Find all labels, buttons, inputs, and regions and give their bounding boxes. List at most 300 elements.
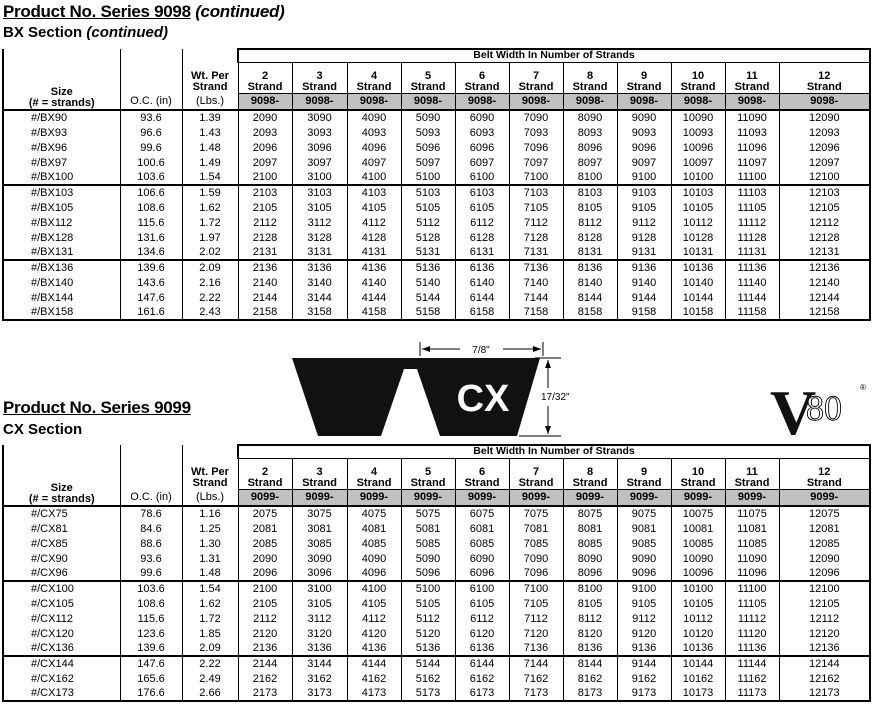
- strand-count: 10: [691, 69, 705, 82]
- product-code-cell: 11100: [725, 170, 779, 185]
- strand-word: Strand: [518, 476, 554, 489]
- oc-header-blank: [120, 62, 182, 93]
- weight-cell: 1.85: [182, 626, 238, 641]
- product-prefix: 9099-: [779, 489, 870, 506]
- strand-count: 9: [640, 69, 648, 82]
- size-cell: #/BX90: [3, 110, 120, 125]
- product-code-cell: 8096: [563, 140, 617, 155]
- product-code-cell: 12096: [779, 566, 870, 581]
- oc-cell: 115.6: [120, 215, 182, 230]
- product-code-cell: 11136: [725, 641, 779, 656]
- product-code-cell: 10090: [671, 110, 725, 125]
- cx-series-title: Product No. Series 9099: [3, 398, 191, 417]
- product-code-cell: 10105: [671, 200, 725, 215]
- product-code-cell: 7097: [509, 155, 563, 170]
- product-code-cell: 7128: [509, 230, 563, 245]
- size-cell: #/BX140: [3, 275, 120, 290]
- table-row: [3, 170, 870, 185]
- product-code-cell: 3093: [292, 125, 347, 140]
- product-code-cell: 6100: [455, 170, 509, 185]
- strand-word: Strand: [410, 80, 446, 93]
- belt-width-header: Belt Width In Number of Strands: [238, 445, 870, 458]
- product-code-cell: 4081: [347, 521, 401, 536]
- product-code-cell: 12136: [779, 260, 870, 275]
- product-code-cell: 7136: [509, 641, 563, 656]
- product-code-cell: 12100: [779, 170, 870, 185]
- weight-cell: 1.25: [182, 521, 238, 536]
- strand-word: Strand: [410, 476, 446, 489]
- product-code-cell: 12112: [779, 215, 870, 230]
- product-code-cell: 5136: [401, 641, 455, 656]
- product-code-cell: 3105: [292, 596, 347, 611]
- weight-cell: 1.43: [182, 125, 238, 140]
- size-cell: #/BX144: [3, 290, 120, 305]
- oc-cell: 99.6: [120, 140, 182, 155]
- weight-cell: 1.54: [182, 581, 238, 596]
- size-cell: #/BX105: [3, 200, 120, 215]
- product-code-cell: 2112: [238, 611, 292, 626]
- weight-cell: 2.22: [182, 290, 238, 305]
- strand-word: Strand: [734, 80, 770, 93]
- strand-word: Strand: [680, 80, 716, 93]
- product-code-cell: 8128: [563, 230, 617, 245]
- product-code-cell: 2136: [238, 641, 292, 656]
- size-sublabel: (# = strands): [28, 97, 95, 109]
- product-code-cell: 11140: [725, 275, 779, 290]
- table-row: [3, 275, 870, 290]
- table-row: [3, 626, 870, 641]
- size-cell: #/BX112: [3, 215, 120, 230]
- product-prefix: 9099-: [455, 489, 509, 506]
- size-header: [3, 86, 120, 110]
- strand-column-header: [509, 458, 563, 489]
- product-code-cell: 9103: [617, 185, 671, 200]
- product-code-cell: 5097: [401, 155, 455, 170]
- product-code-cell: 3096: [292, 140, 347, 155]
- strand-column-header: [455, 62, 509, 93]
- product-code-cell: 10162: [671, 671, 725, 686]
- product-code-cell: 10112: [671, 611, 725, 626]
- product-code-cell: 7096: [509, 566, 563, 581]
- product-code-cell: 12173: [779, 686, 870, 701]
- product-code-cell: 2140: [238, 275, 292, 290]
- size-cell: #/BX96: [3, 140, 120, 155]
- product-prefix: 9099-: [563, 489, 617, 506]
- product-code-cell: 6100: [455, 581, 509, 596]
- header-blank: [182, 49, 238, 62]
- product-prefix: 9098-: [509, 93, 563, 110]
- size-header: [3, 482, 120, 506]
- product-code-cell: 3128: [292, 230, 347, 245]
- weight-header-line: Wt. Per: [191, 70, 229, 82]
- product-code-cell: 4097: [347, 155, 401, 170]
- size-cell: #/CX100: [3, 581, 120, 596]
- weight-header-line: Strand: [192, 81, 228, 93]
- product-code-cell: 11112: [725, 611, 779, 626]
- product-code-cell: 3112: [292, 215, 347, 230]
- strand-column-header: [779, 62, 870, 93]
- product-code-cell: 3140: [292, 275, 347, 290]
- weight-cell: 1.62: [182, 200, 238, 215]
- product-code-cell: 4075: [347, 506, 401, 521]
- product-code-cell: 8105: [563, 200, 617, 215]
- product-code-cell: 12075: [779, 506, 870, 521]
- product-code-cell: 7075: [509, 506, 563, 521]
- product-code-cell: 4131: [347, 245, 401, 260]
- header-row-top: [3, 49, 870, 62]
- product-code-cell: 2100: [238, 170, 292, 185]
- product-code-cell: 4128: [347, 230, 401, 245]
- product-code-cell: 3100: [292, 170, 347, 185]
- product-code-cell: 4173: [347, 686, 401, 701]
- product-code-cell: 3085: [292, 536, 347, 551]
- product-code-cell: 7100: [509, 581, 563, 596]
- product-code-cell: 10128: [671, 230, 725, 245]
- strand-column-header: [292, 458, 347, 489]
- product-code-cell: 11100: [725, 581, 779, 596]
- product-code-cell: 9097: [617, 155, 671, 170]
- strand-count: 10: [691, 465, 705, 478]
- product-code-cell: 10105: [671, 596, 725, 611]
- weight-cell: 2.43: [182, 305, 238, 320]
- product-code-cell: 5096: [401, 566, 455, 581]
- table-row: [3, 671, 870, 686]
- product-code-cell: 9112: [617, 611, 671, 626]
- product-code-cell: 4144: [347, 656, 401, 671]
- product-code-cell: 3136: [292, 641, 347, 656]
- table-row: [3, 290, 870, 305]
- product-code-cell: 5112: [401, 215, 455, 230]
- product-code-cell: 7090: [509, 110, 563, 125]
- size-cell: #/BX97: [3, 155, 120, 170]
- product-code-cell: 12100: [779, 581, 870, 596]
- product-code-cell: 10097: [671, 155, 725, 170]
- product-code-cell: 7103: [509, 185, 563, 200]
- product-code-cell: 8081: [563, 521, 617, 536]
- product-code-cell: 8140: [563, 275, 617, 290]
- product-code-cell: 6081: [455, 521, 509, 536]
- product-code-cell: 5093: [401, 125, 455, 140]
- weight-cell: 2.02: [182, 245, 238, 260]
- product-code-cell: 8075: [563, 506, 617, 521]
- oc-cell: 100.6: [120, 155, 182, 170]
- strand-word: Strand: [247, 476, 283, 489]
- product-code-cell: 9131: [617, 245, 671, 260]
- table-row: [3, 110, 870, 125]
- oc-cell: 93.6: [120, 110, 182, 125]
- product-code-cell: 11131: [725, 245, 779, 260]
- product-prefix: 9099-: [509, 489, 563, 506]
- product-code-cell: 2120: [238, 626, 292, 641]
- header-blank: [120, 445, 182, 458]
- product-code-cell: 6173: [455, 686, 509, 701]
- product-code-cell: 10144: [671, 290, 725, 305]
- product-code-cell: 10112: [671, 215, 725, 230]
- product-code-cell: 12162: [779, 671, 870, 686]
- product-code-cell: 10131: [671, 245, 725, 260]
- product-code-cell: 8136: [563, 260, 617, 275]
- product-code-cell: 12140: [779, 275, 870, 290]
- size-cell: #/BX103: [3, 185, 120, 200]
- product-code-cell: 8158: [563, 305, 617, 320]
- product-code-cell: 6096: [455, 566, 509, 581]
- strand-count: 2: [261, 465, 269, 478]
- weight-cell: 1.97: [182, 230, 238, 245]
- strand-count: 12: [818, 69, 831, 82]
- product-code-cell: 8093: [563, 125, 617, 140]
- table-row: [3, 215, 870, 230]
- weight-cell: 1.31: [182, 551, 238, 566]
- product-code-cell: 6144: [455, 656, 509, 671]
- table-row: [3, 305, 870, 320]
- product-code-cell: 6140: [455, 275, 509, 290]
- strand-word: Strand: [626, 476, 662, 489]
- product-code-cell: 9100: [617, 581, 671, 596]
- product-prefix: 9098-: [401, 93, 455, 110]
- product-code-cell: 3131: [292, 245, 347, 260]
- product-code-cell: 11173: [725, 686, 779, 701]
- product-prefix: 9098-: [725, 93, 779, 110]
- strand-count: 7: [532, 69, 540, 82]
- product-prefix: 9098-: [779, 93, 870, 110]
- table-row: [3, 566, 870, 581]
- product-code-cell: 7144: [509, 656, 563, 671]
- product-code-cell: 11093: [725, 125, 779, 140]
- product-code-cell: 2093: [238, 125, 292, 140]
- table-row: [3, 656, 870, 671]
- product-code-cell: 6090: [455, 110, 509, 125]
- oc-cell: 108.6: [120, 200, 182, 215]
- product-code-cell: 4085: [347, 536, 401, 551]
- product-code-cell: 12103: [779, 185, 870, 200]
- table-row: [3, 611, 870, 626]
- product-code-cell: 5090: [401, 110, 455, 125]
- product-code-cell: 10096: [671, 566, 725, 581]
- size-cell: #/BX136: [3, 260, 120, 275]
- product-code-cell: 6097: [455, 155, 509, 170]
- table-row: [3, 260, 870, 275]
- oc-cell: 106.6: [120, 185, 182, 200]
- size-cell: #/CX162: [3, 671, 120, 686]
- weight-cell: 2.49: [182, 671, 238, 686]
- oc-cell: 84.6: [120, 521, 182, 536]
- product-code-cell: 12144: [779, 290, 870, 305]
- product-code-cell: 7173: [509, 686, 563, 701]
- product-code-cell: 3105: [292, 200, 347, 215]
- strand-count: 3: [316, 465, 323, 478]
- belt-width-header: Belt Width In Number of Strands: [238, 49, 870, 62]
- product-code-cell: 12128: [779, 230, 870, 245]
- weight-cell: 1.16: [182, 506, 238, 521]
- strand-column-header: [563, 62, 617, 93]
- weight-cell: 1.72: [182, 215, 238, 230]
- product-code-cell: 9105: [617, 596, 671, 611]
- product-code-cell: 10136: [671, 260, 725, 275]
- product-code-cell: 9090: [617, 110, 671, 125]
- strand-column-header: [238, 62, 292, 93]
- product-prefix: 9098-: [347, 93, 401, 110]
- product-code-cell: 4105: [347, 200, 401, 215]
- product-code-cell: 3090: [292, 551, 347, 566]
- product-code-cell: 10158: [671, 305, 725, 320]
- table-row: [3, 185, 870, 200]
- product-code-cell: 7081: [509, 521, 563, 536]
- size-cell: #/CX75: [3, 506, 120, 521]
- oc-cell: 103.6: [120, 170, 182, 185]
- product-code-cell: 12158: [779, 305, 870, 320]
- oc-cell: 88.6: [120, 536, 182, 551]
- header-blank: [3, 49, 120, 62]
- weight-unit-header: (Lbs.): [182, 489, 238, 506]
- product-code-cell: 2075: [238, 506, 292, 521]
- product-code-cell: 6120: [455, 626, 509, 641]
- product-code-cell: 10173: [671, 686, 725, 701]
- strand-word: Strand: [572, 80, 608, 93]
- product-code-cell: 12105: [779, 200, 870, 215]
- product-code-cell: 9136: [617, 260, 671, 275]
- cx-section-title: CX Section: [3, 421, 83, 438]
- product-code-cell: 2144: [238, 290, 292, 305]
- header-row-strands: [3, 62, 870, 93]
- product-code-cell: 11081: [725, 521, 779, 536]
- weight-cell: 1.48: [182, 566, 238, 581]
- header-blank: [120, 49, 182, 62]
- strand-word: Strand: [302, 476, 337, 489]
- product-code-cell: 8100: [563, 170, 617, 185]
- product-code-cell: 11120: [725, 626, 779, 641]
- product-code-cell: 5096: [401, 140, 455, 155]
- product-code-cell: 10120: [671, 626, 725, 641]
- product-code-cell: 7162: [509, 671, 563, 686]
- product-code-cell: 2097: [238, 155, 292, 170]
- cx-belt-diagram: [285, 338, 595, 443]
- weight-cell: 2.22: [182, 656, 238, 671]
- product-code-cell: 6162: [455, 671, 509, 686]
- weight-cell: 2.66: [182, 686, 238, 701]
- strand-count: 8: [586, 465, 594, 478]
- table-row: [3, 140, 870, 155]
- size-cell: #/BX100: [3, 170, 120, 185]
- product-code-cell: 12105: [779, 596, 870, 611]
- weight-header-line: Strand: [192, 477, 228, 489]
- product-code-cell: 12131: [779, 245, 870, 260]
- product-code-cell: 9173: [617, 686, 671, 701]
- product-code-cell: 5162: [401, 671, 455, 686]
- strand-word: Strand: [356, 476, 392, 489]
- strand-column-header: [238, 458, 292, 489]
- oc-cell: 115.6: [120, 611, 182, 626]
- oc-cell: 176.6: [120, 686, 182, 701]
- strand-column-header: [617, 62, 671, 93]
- weight-cell: 2.09: [182, 260, 238, 275]
- product-code-cell: 3158: [292, 305, 347, 320]
- product-code-cell: 10103: [671, 185, 725, 200]
- product-code-cell: 11136: [725, 260, 779, 275]
- product-code-cell: 5075: [401, 506, 455, 521]
- product-code-cell: 3090: [292, 110, 347, 125]
- header-row-prefix: [3, 93, 870, 110]
- product-code-cell: 5140: [401, 275, 455, 290]
- strand-word: Strand: [626, 80, 662, 93]
- size-sublabel: (# = strands): [28, 493, 95, 505]
- weight-header-line: Wt. Per: [191, 466, 229, 478]
- oc-cell: 99.6: [120, 566, 182, 581]
- strand-count: 11: [746, 465, 758, 478]
- product-code-cell: 10100: [671, 581, 725, 596]
- product-code-cell: 6085: [455, 536, 509, 551]
- size-cell: #/CX173: [3, 686, 120, 701]
- header-row-prefix: [3, 489, 870, 506]
- product-code-cell: 3173: [292, 686, 347, 701]
- product-code-cell: 7144: [509, 290, 563, 305]
- oc-cell: 139.6: [120, 260, 182, 275]
- product-code-cell: 5128: [401, 230, 455, 245]
- strand-word: Strand: [680, 476, 716, 489]
- product-prefix: 9099-: [671, 489, 725, 506]
- strand-column-header: [725, 458, 779, 489]
- size-cell: #/CX136: [3, 641, 120, 656]
- weight-cell: 1.62: [182, 596, 238, 611]
- product-code-cell: 10081: [671, 521, 725, 536]
- strand-count: 9: [640, 465, 648, 478]
- product-code-cell: 2081: [238, 521, 292, 536]
- oc-header: O.C. (in): [120, 93, 182, 110]
- weight-header: [182, 458, 238, 489]
- strand-column-header: [725, 62, 779, 93]
- strand-word: Strand: [464, 80, 500, 93]
- product-prefix: 9098-: [292, 93, 347, 110]
- product-code-cell: 5085: [401, 536, 455, 551]
- strand-column-header: [347, 458, 401, 489]
- size-cell: #/CX144: [3, 656, 120, 671]
- product-code-cell: 3144: [292, 656, 347, 671]
- product-code-cell: 10100: [671, 170, 725, 185]
- product-code-cell: 9162: [617, 671, 671, 686]
- product-code-cell: 2136: [238, 260, 292, 275]
- table-row: [3, 155, 870, 170]
- product-prefix: 9099-: [292, 489, 347, 506]
- product-code-cell: 9081: [617, 521, 671, 536]
- strand-column-header: [509, 62, 563, 93]
- product-code-cell: 3103: [292, 185, 347, 200]
- product-code-cell: 11075: [725, 506, 779, 521]
- product-code-cell: 6075: [455, 506, 509, 521]
- strand-column-header: [563, 458, 617, 489]
- strand-count: 8: [586, 69, 594, 82]
- size-header-wrap: [4, 483, 120, 505]
- v80-logo: [770, 377, 870, 448]
- product-code-cell: 7112: [509, 215, 563, 230]
- product-code-cell: 8162: [563, 671, 617, 686]
- bx-section-title: BX Section (continued): [3, 24, 169, 41]
- weight-cell: 1.30: [182, 536, 238, 551]
- product-code-cell: 11090: [725, 551, 779, 566]
- product-code-cell: 2085: [238, 536, 292, 551]
- product-code-cell: 4103: [347, 185, 401, 200]
- product-code-cell: 12093: [779, 125, 870, 140]
- product-code-cell: 7090: [509, 551, 563, 566]
- table-row: [3, 125, 870, 140]
- product-code-cell: 5158: [401, 305, 455, 320]
- table-row: [3, 686, 870, 701]
- size-cell: #/CX85: [3, 536, 120, 551]
- strand-count: 5: [424, 69, 432, 82]
- strand-column-header: [455, 458, 509, 489]
- size-cell: #/CX112: [3, 611, 120, 626]
- product-prefix: 9098-: [238, 93, 292, 110]
- table-row: [3, 596, 870, 611]
- header-blank: [182, 445, 238, 458]
